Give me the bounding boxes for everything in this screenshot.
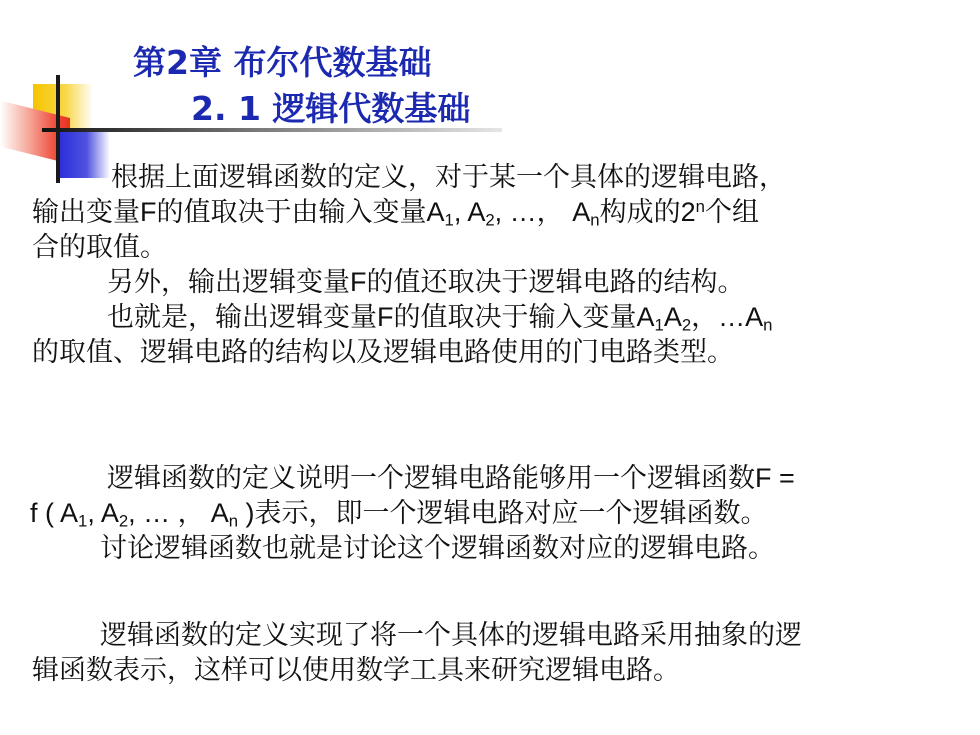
paragraph-line: 讨论逻辑函数也就是讨论这个逻辑函数对应的逻辑电路。 <box>100 533 775 564</box>
paragraph-line: 输出变量F的值取决于由输入变量$A_1$, $A_2$, …， $A_n$构成的2$^n$个组 <box>32 196 759 230</box>
paragraph-line: 逻辑函数的定义实现了将一个具体的逻辑电路采用抽象的逻 <box>100 620 802 651</box>
slide-title <box>133 40 470 132</box>
paragraph-group-3 <box>32 618 950 688</box>
chapter-title: 第2章 布尔代数基础 <box>133 43 432 82</box>
paragraph-line: 逻辑函数的定义说明一个逻辑电路能够用一个逻辑函数F = <box>107 463 795 494</box>
paragraph-group-2 <box>32 461 950 566</box>
paragraph-line: 辑函数表示，这样可以使用数学工具来研究逻辑电路。 <box>32 655 680 686</box>
paragraph-line: 根据上面逻辑函数的定义，对于某一个具体的逻辑电路， <box>111 162 786 193</box>
paragraph-line: 合的取值。 <box>32 232 167 263</box>
paragraph-line: 的取值、逻辑电路的结构以及逻辑电路使用的门电路类型。 <box>32 337 734 368</box>
paragraph-line: 另外，输出逻辑变量F的值还取决于逻辑电路的结构。 <box>107 267 745 298</box>
paragraph-line: 也就是，输出逻辑变量F的值取决于输入变量$A_1A_2$，$\dots A_n$ <box>107 302 773 335</box>
section-title: 2. 1 逻辑代数基础 <box>191 89 471 128</box>
paragraph-group-1 <box>32 160 950 370</box>
paragraph-line: f ( $A_1$, $A_2$, … ， $A_n$ )表示，即一个逻辑电路对应一个逻辑函数。 <box>30 498 768 531</box>
